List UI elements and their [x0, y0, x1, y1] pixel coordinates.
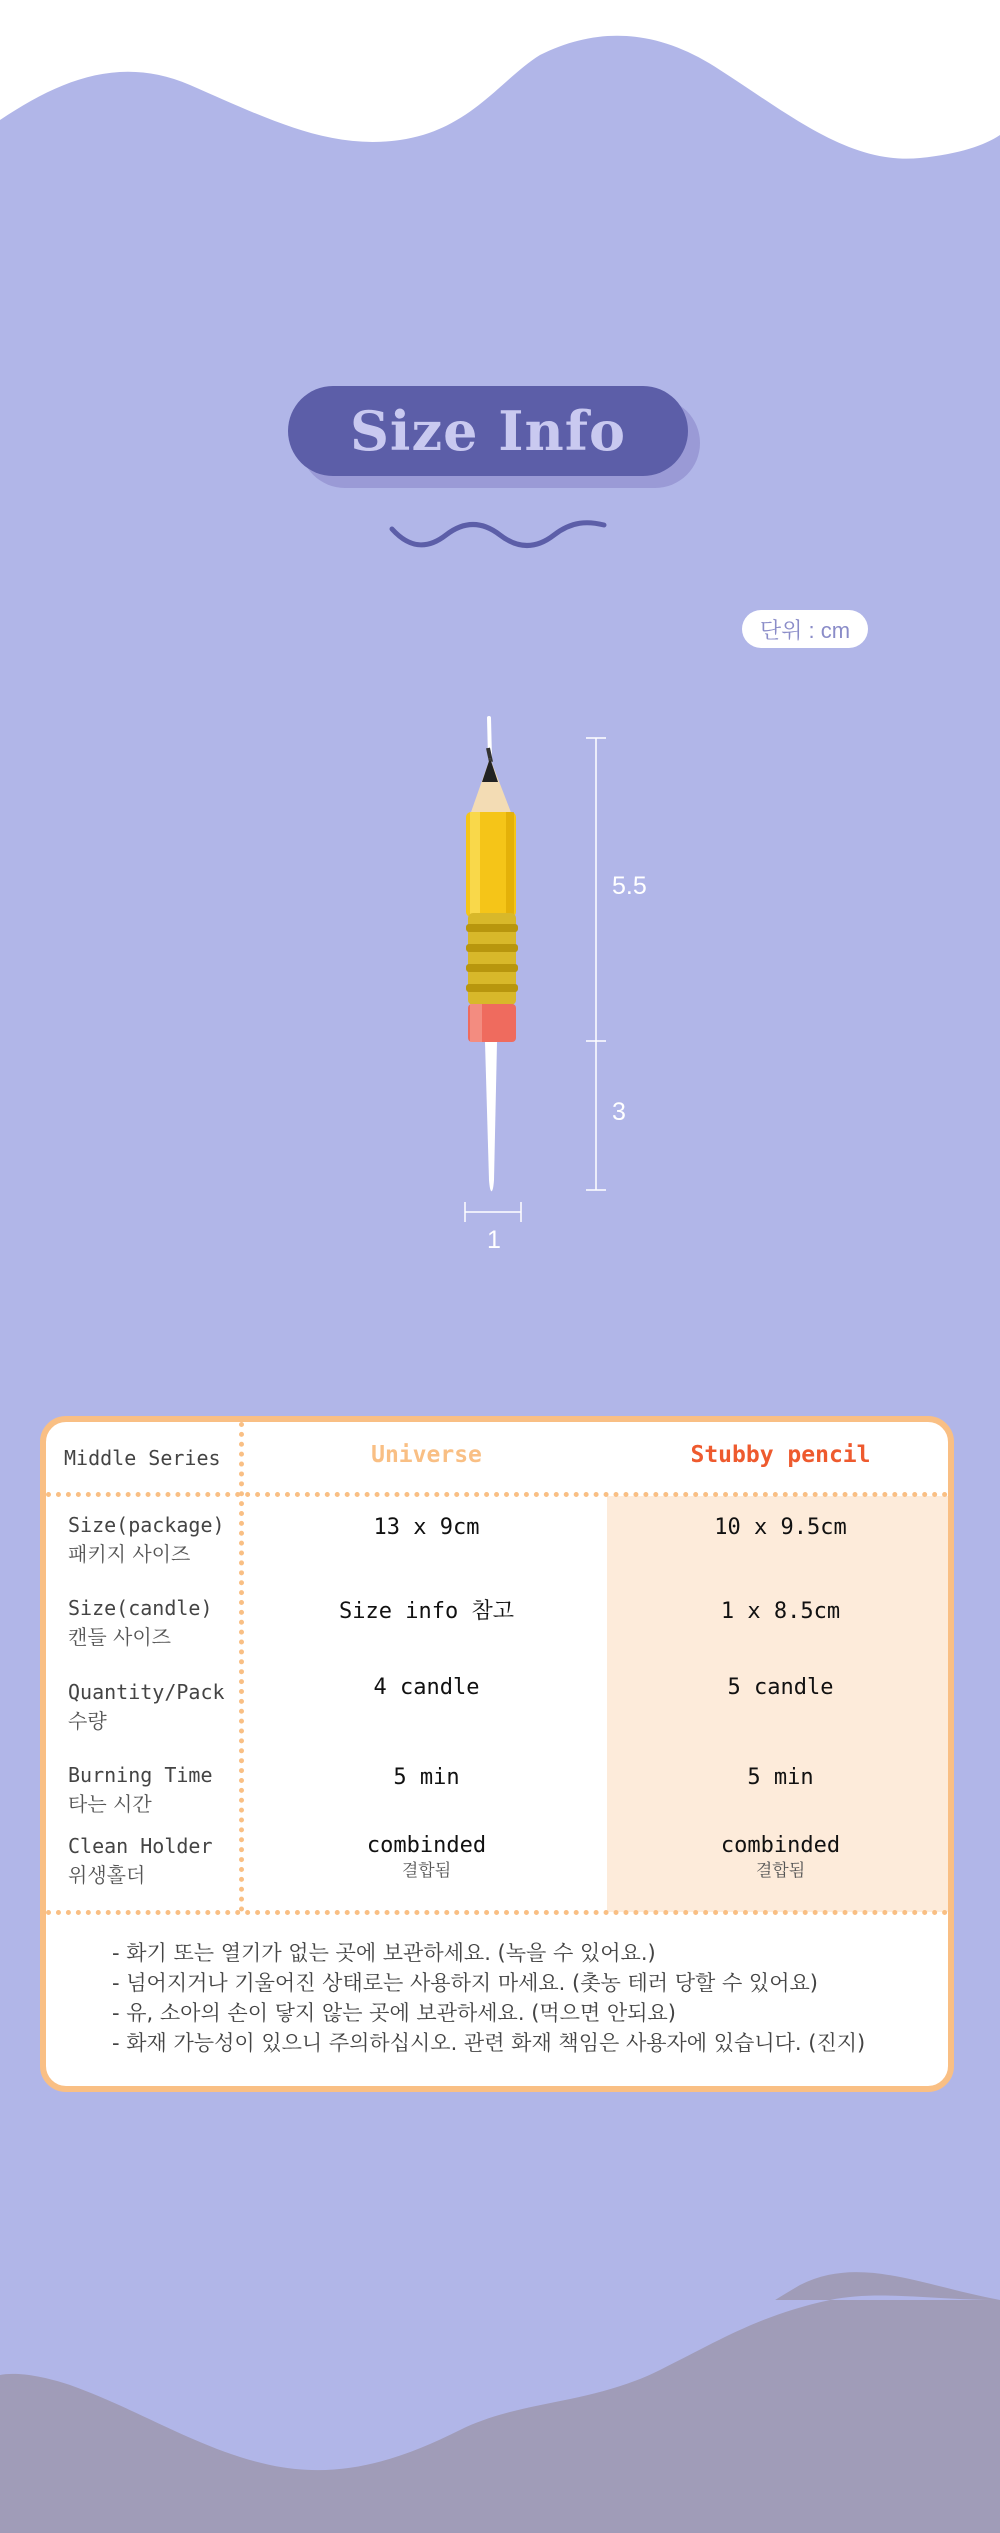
row-label	[68, 1761, 238, 1819]
care-notes	[112, 1938, 865, 2058]
row-label-ko: 타는 시간	[68, 1792, 152, 1816]
universe-value-sub: 결합됨	[401, 1861, 452, 1881]
spec-table-card	[40, 1416, 954, 2092]
universe-value: 5 min	[393, 1765, 460, 1790]
page-title: Size Info	[288, 386, 688, 476]
stubby-value: 5 min	[747, 1765, 814, 1790]
row-label-en: Clean Holder	[68, 1834, 213, 1858]
dimension-upper-label: 5.5	[612, 872, 647, 900]
stubby-value	[607, 1832, 954, 1882]
universe-value-main: combinded	[366, 1833, 487, 1858]
row-label	[68, 1678, 238, 1736]
stubby-value: 1 x 8.5cm	[720, 1599, 841, 1624]
dimension-width-label: 1	[487, 1226, 501, 1254]
universe-value	[246, 1832, 607, 1882]
care-note: - 화재 가능성이 있으니 주의하십시오. 관련 화재 책임은 사용자에 있습니다. (진지)	[112, 2031, 866, 2055]
row-label-ko: 패키지 사이즈	[68, 1542, 191, 1566]
row-label	[68, 1832, 238, 1890]
care-note: - 유, 소아의 손이 닿지 않는 곳에 보관하세요. (먹으면 안되요)	[112, 2001, 676, 2025]
notes-divider	[46, 1910, 948, 1915]
squiggle-divider-icon	[388, 515, 608, 555]
row-label-en: Size(candle)	[68, 1596, 213, 1620]
row-label-ko: 수량	[68, 1709, 107, 1733]
universe-value: 4 candle	[373, 1675, 480, 1700]
stubby-value: 5 candle	[727, 1675, 834, 1700]
row-label	[68, 1511, 238, 1569]
universe-value: 13 x 9cm	[373, 1515, 480, 1540]
row-label	[68, 1594, 238, 1652]
row-label-en: Size(package)	[68, 1513, 225, 1537]
series-label: Middle Series	[64, 1446, 221, 1470]
row-label-en: Quantity/Pack	[68, 1680, 225, 1704]
title-block	[288, 386, 702, 488]
unit-badge: 단위 : cm	[742, 610, 868, 648]
care-note: - 화기 또는 열기가 없는 곳에 보관하세요. (녹을 수 있어요.)	[112, 1941, 656, 1965]
column-header-stubby: Stubby pencil	[690, 1442, 871, 1468]
row-label-ko: 캔들 사이즈	[68, 1625, 171, 1649]
column-header-universe: Universe	[371, 1442, 482, 1468]
header-divider	[46, 1492, 948, 1497]
stubby-value: 10 x 9.5cm	[714, 1515, 847, 1540]
universe-value: Size info 참고	[339, 1599, 514, 1624]
care-note: - 넘어지거나 기울어진 상태로는 사용하지 마세요. (촛농 테러 당할 수 있어요)	[112, 1971, 818, 1995]
pencil-candle-icon	[440, 700, 640, 1260]
stubby-value-main: combinded	[720, 1833, 841, 1858]
row-label-en: Burning Time	[68, 1763, 213, 1787]
row-label-ko: 위생홀더	[68, 1863, 146, 1887]
dimension-lower-label: 3	[612, 1098, 626, 1126]
stubby-value-sub: 결합됨	[755, 1861, 806, 1881]
